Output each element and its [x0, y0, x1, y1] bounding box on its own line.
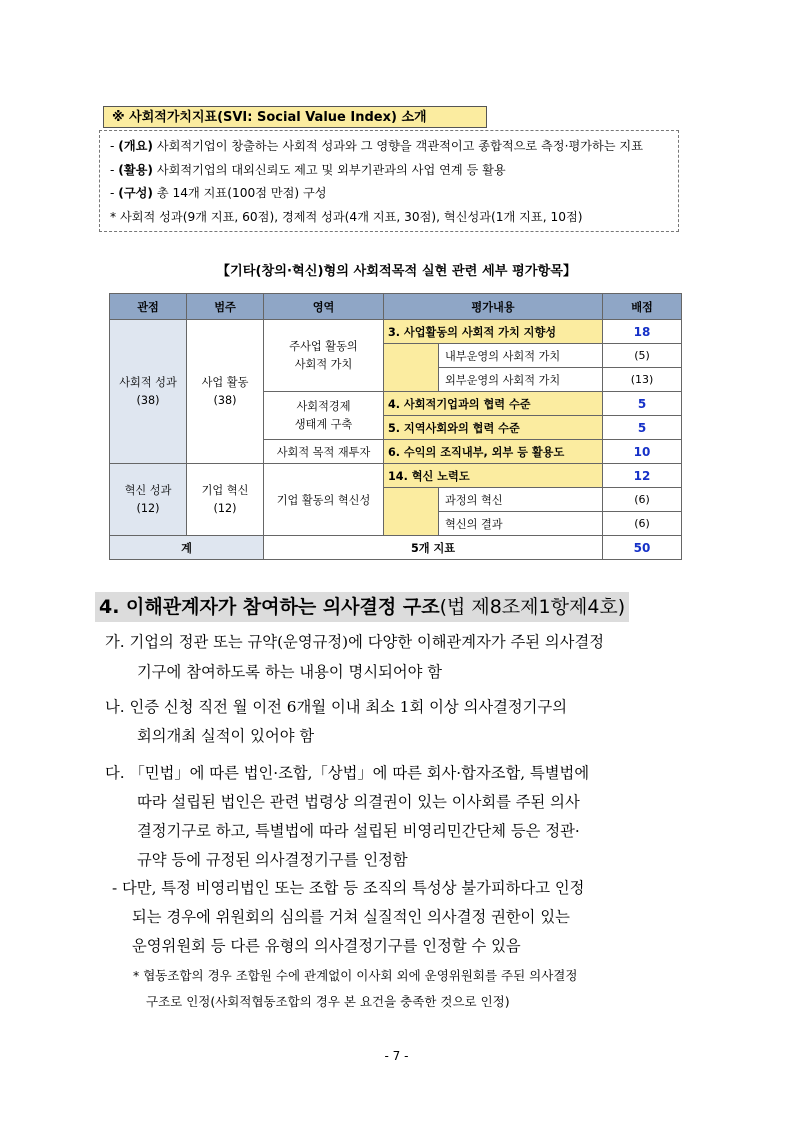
header-area: 영역 — [264, 294, 384, 320]
table-header-row — [110, 294, 682, 320]
sub-score-3a: (5) — [603, 344, 682, 368]
para-dash-line2: 되는 경우에 위원회의 심의를 거쳐 실질적인 의사결정 권한이 있는 — [132, 908, 570, 926]
score-14: 12 — [603, 464, 682, 488]
total-items: 5개 지표 — [264, 536, 603, 560]
table-row — [110, 320, 682, 344]
area-reinvestment: 사회적 목적 재투자 — [264, 440, 384, 464]
section-heading: 4. 이해관계자가 참여하는 의사결정 구조(법 제8조제1항제4호) — [95, 592, 629, 622]
note-line1: * 협동조합의 경우 조합원 수에 관계없이 이사회 외에 운영위원회를 주된 의사결정 — [133, 968, 578, 983]
score-5: 5 — [603, 416, 682, 440]
table-total-row — [110, 536, 682, 560]
area-ecosystem: 사회적경제 생태계 구축 — [264, 392, 384, 440]
sub-item-14a: 과정의 혁신 — [439, 488, 603, 512]
indent-cell — [384, 488, 439, 536]
item-4: 4. 사회적기업과의 협력 수준 — [384, 392, 603, 416]
sub-item-14b: 혁신의 결과 — [439, 512, 603, 536]
para-ga-line1: 가. 기업의 정관 또는 규약(운영규정)에 다양한 이해관계자가 주된 의사결정 — [105, 633, 605, 651]
total-label: 계 — [110, 536, 264, 560]
para-na-line1: 나. 인증 신청 직전 월 이전 6개월 이내 최소 1회 이상 의사결정기구의 — [105, 698, 568, 716]
score-3: 18 — [603, 320, 682, 344]
sub-score-3b: (13) — [603, 368, 682, 392]
item-5: 5. 지역사회와의 협력 수준 — [384, 416, 603, 440]
para-da-line3: 결정기구로 하고, 특별법에 따라 설립된 비영리민간단체 등은 정관· — [137, 822, 580, 840]
note-line2: 구조로 인정(사회적협동조합의 경우 본 요건을 충족한 것으로 인정) — [146, 994, 510, 1009]
category-business: 사업 활동 (38) — [187, 320, 264, 464]
para-da-line4: 규약 등에 규정된 의사결정기구를 인정함 — [137, 851, 408, 869]
table-row — [110, 464, 682, 488]
total-score: 50 — [603, 536, 682, 560]
sub-score-14b: (6) — [603, 512, 682, 536]
svi-line-overview: - (개요) 사회적기업이 창출하는 사회적 성과와 그 영향을 객관적이고 종합적으로 측정·평가하는 지표 — [110, 139, 643, 153]
svi-line-usage: - (활용) 사회적기업의 대외신뢰도 제고 및 외부기관과의 사업 연계 등 활용 — [110, 162, 506, 177]
viewpoint-innovation: 혁신 성과 (12) — [110, 464, 187, 536]
indent-cell — [384, 344, 439, 392]
para-da-line2: 따라 설립된 법인은 관련 법령상 의결권이 있는 이사회를 주된 의사 — [137, 793, 580, 811]
page-number: - 7 - — [384, 1049, 409, 1063]
table-caption: 【기타(창의·혁신)형의 사회적목적 실현 관련 세부 평가항목】 — [216, 264, 577, 279]
svi-note: * 사회적 성과(9개 지표, 60점), 경제적 성과(4개 지표, 30점), 혁신성과(1개 지표, 10점) — [110, 209, 583, 224]
header-viewpoint: 관점 — [110, 294, 187, 320]
sub-score-14a: (6) — [603, 488, 682, 512]
category-innovation: 기업 혁신 (12) — [187, 464, 264, 536]
para-na-line2: 회의개최 실적이 있어야 함 — [137, 727, 315, 745]
item-3: 3. 사업활동의 사회적 가치 지향성 — [384, 320, 603, 344]
viewpoint-social: 사회적 성과 (38) — [110, 320, 187, 464]
svi-line-composition: - (구성) 총 14개 지표(100점 만점) 구성 — [110, 186, 327, 200]
area-innovation: 기업 활동의 혁신성 — [264, 464, 384, 536]
header-score: 배점 — [603, 294, 682, 320]
evaluation-table — [109, 293, 682, 560]
svi-summary-box — [99, 130, 679, 232]
svi-title: ※ 사회적가치지표(SVI: Social Value Index) 소개 — [103, 106, 487, 128]
score-4: 5 — [603, 392, 682, 416]
sub-item-3b: 외부운영의 사회적 가치 — [439, 368, 603, 392]
para-dash-line1: - 다만, 특정 비영리법인 또는 조합 등 조직의 특성상 불가피하다고 인정 — [112, 879, 585, 897]
item-14: 14. 혁신 노력도 — [384, 464, 603, 488]
header-category: 범주 — [187, 294, 264, 320]
para-ga-line2: 기구에 참여하도록 하는 내용이 명시되어야 함 — [137, 663, 443, 681]
para-da-line1: 다. 「민법」에 따른 법인·조합,「상법」에 따른 회사·합자조합, 특별법에 — [105, 764, 590, 782]
item-6: 6. 수익의 조직내부, 외부 등 활용도 — [384, 440, 603, 464]
sub-item-3a: 내부운영의 사회적 가치 — [439, 344, 603, 368]
area-main-business: 주사업 활동의 사회적 가치 — [264, 320, 384, 392]
score-6: 10 — [603, 440, 682, 464]
para-dash-line3: 운영위원회 등 다른 유형의 의사결정기구를 인정할 수 있음 — [132, 937, 521, 955]
header-content: 평가내용 — [384, 294, 603, 320]
